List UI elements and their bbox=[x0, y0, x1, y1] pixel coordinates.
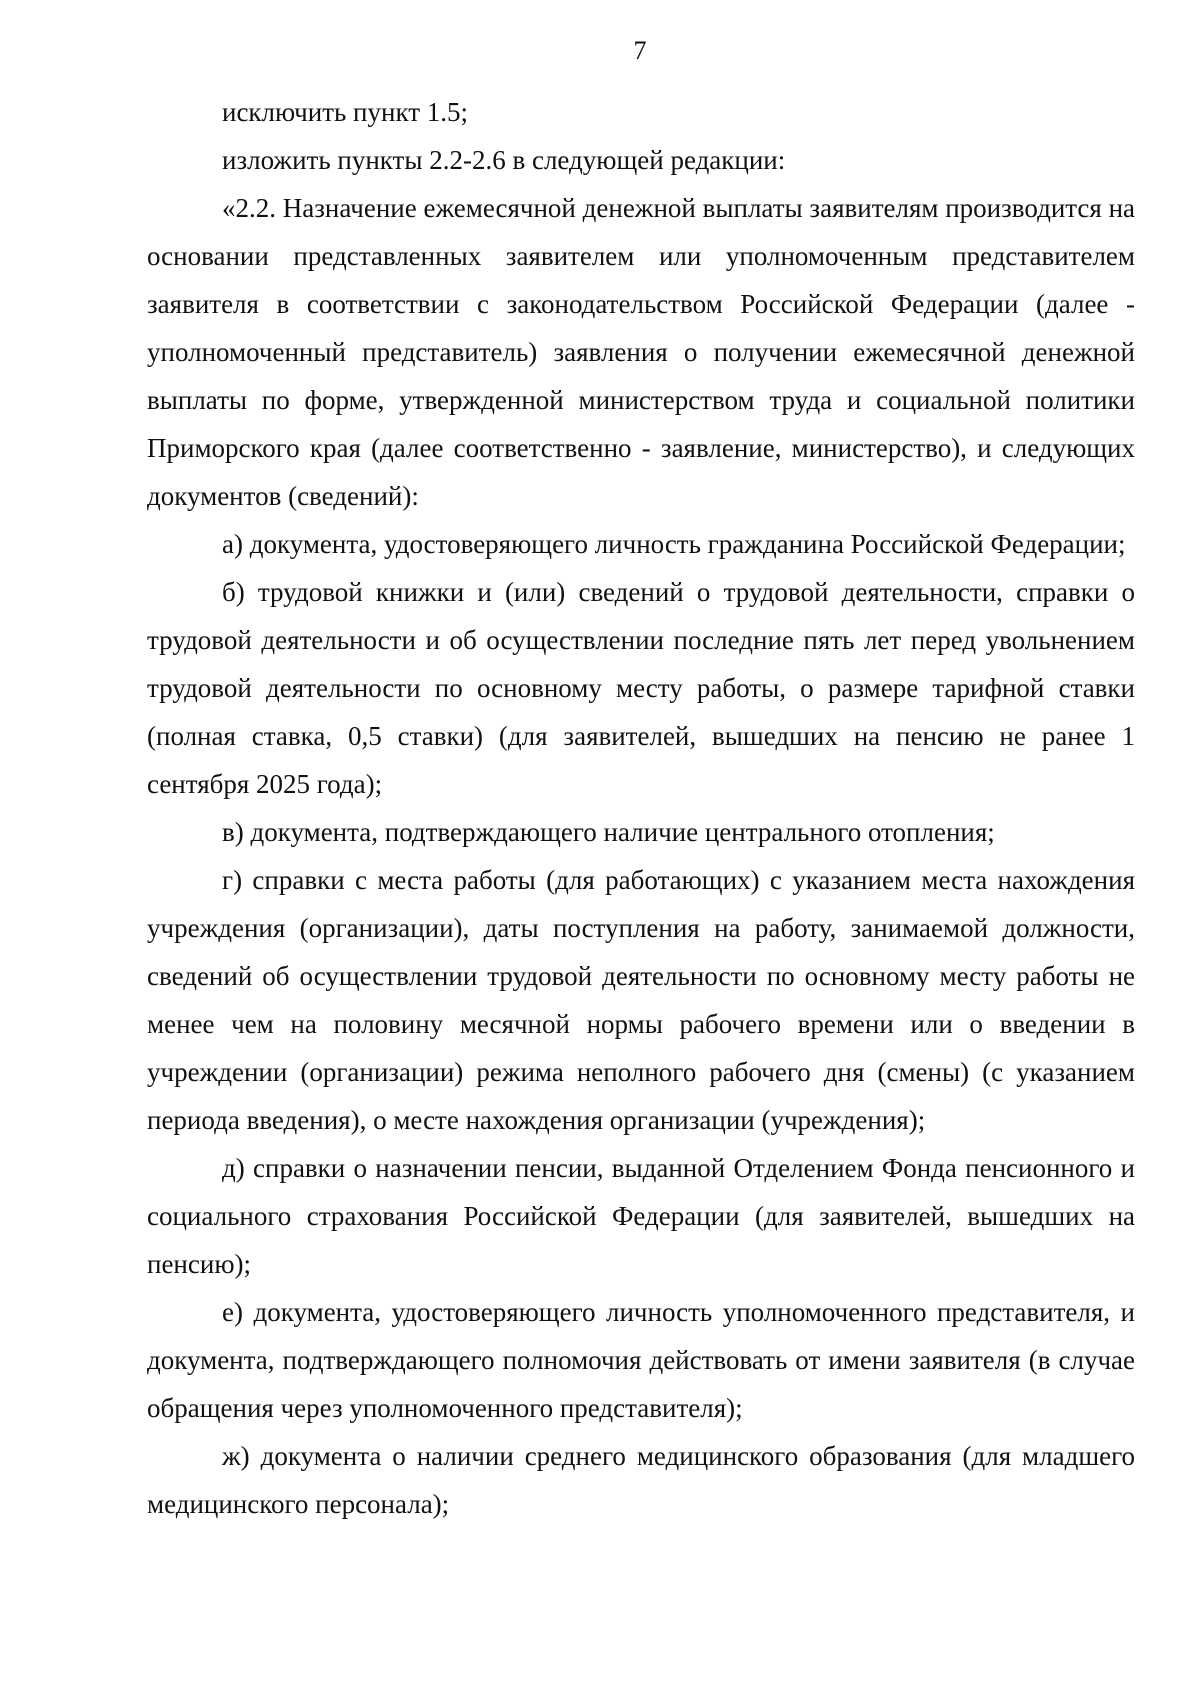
list-item-zh: ж) документа о наличии среднего медицинского образования (для младшего медицинского персонала); bbox=[147, 1441, 1135, 1519]
paragraph-exclude-1-5: исключить пункт 1.5; bbox=[222, 97, 469, 127]
list-item-d: д) справки о назначении пенсии, выданной Отделением Фонда пенсионного и социального страхования Российской Федерации (для заявителей, вышедших на пенсию); bbox=[147, 1153, 1135, 1279]
document-body bbox=[147, 88, 1135, 1528]
paragraph-new-wording: изложить пункты 2.2-2.6 в следующей редакции: bbox=[222, 145, 786, 175]
list-item-a: а) документа, удостоверяющего личность гражданина Российской Федерации; bbox=[222, 529, 1126, 559]
page-number: 7 bbox=[633, 36, 647, 65]
paragraph-2-2: «2.2. Назначение ежемесячной денежной выплаты заявителям производится на основании представленных заявителем или уполномоченным представителем заявителя в соответствии с законодательством Российской Федерации (далее - уполномоченный представитель) заявления о получении ежемесячной денежной выплаты по форме, утвержденной министерством труда и социальной политики Приморского края (далее соответственно - заявление, министерство), и следующих документов (сведений): bbox=[147, 193, 1135, 511]
list-item-b: б) трудовой книжки и (или) сведений о трудовой деятельности, справки о трудовой деятельности и об осуществлении последние пять лет перед увольнением трудовой деятельности по основному месту работы, о размере тарифной ставки (полная ставка, 0,5 ставки) (для заявителей, вышедших на пенсию не ранее 1 сентября 2025 года); bbox=[147, 577, 1135, 799]
list-item-e: е) документа, удостоверяющего личность уполномоченного представителя, и документа, подтверждающего полномочия действовать от имени заявителя (в случае обращения через уполномоченного представителя); bbox=[147, 1297, 1135, 1423]
list-item-g: г) справки с места работы (для работающих) с указанием места нахождения учреждения (организации), даты поступления на работу, занимаемой должности, сведений об осуществлении трудовой деятельности по основному месту работы не менее чем на половину месячной нормы рабочего времени или о введении в учреждении (организации) режима неполного рабочего дня (смены) (с указанием периода введения), о месте нахождения организации (учреждения); bbox=[147, 865, 1135, 1135]
list-item-v: в) документа, подтверждающего наличие центрального отопления; bbox=[222, 817, 995, 847]
